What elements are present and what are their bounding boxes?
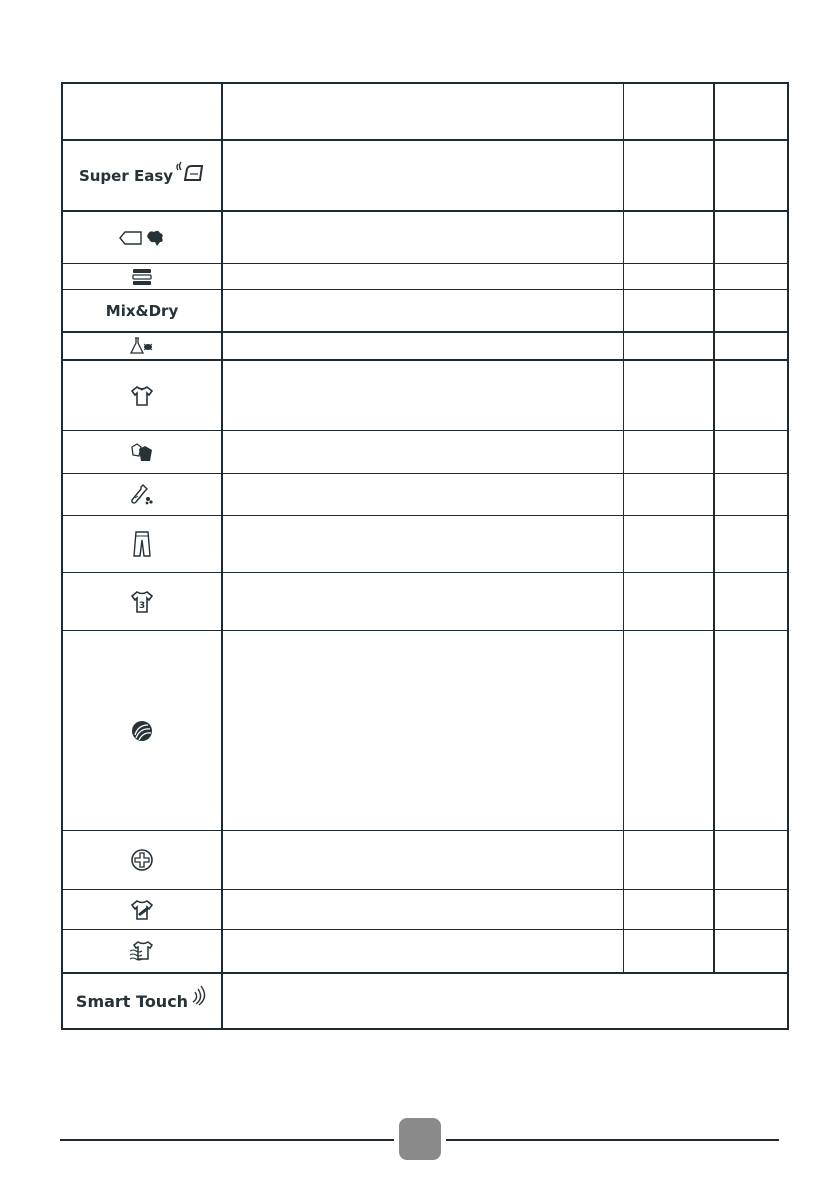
tag-cotton-icon	[119, 229, 165, 247]
dark-cell	[63, 431, 221, 473]
stacked-cell	[63, 264, 221, 289]
wool-cell	[63, 631, 221, 830]
ironing-cell	[63, 890, 221, 929]
super-easy-label: Super Easy	[78, 166, 174, 185]
baby-bottle-icon	[129, 482, 155, 508]
flask-bug-icon	[129, 337, 155, 355]
shirt-icon	[129, 383, 155, 409]
table-rule	[61, 1028, 789, 1030]
table-rule	[623, 82, 624, 973]
smart-touch-cell	[63, 974, 221, 1028]
shirts-cell	[63, 361, 221, 430]
jersey-3-icon	[129, 589, 155, 615]
jeans-icon	[132, 530, 152, 558]
page-number-badge	[399, 1118, 441, 1160]
cross-circle-icon	[129, 847, 155, 873]
shirt-steam-icon	[129, 938, 155, 964]
iron-icon	[175, 160, 205, 184]
quick-cell	[63, 831, 221, 889]
nfc-waves-icon	[190, 984, 208, 1006]
eco-cotton-cell	[63, 212, 221, 263]
table-rule	[61, 82, 789, 84]
wool-ball-icon	[129, 718, 155, 744]
mix-dry-cell	[63, 290, 221, 331]
table-rule	[713, 82, 715, 973]
table-rule	[221, 82, 223, 1030]
hygiene-cell	[63, 333, 221, 359]
footer-rule-left	[60, 1139, 394, 1141]
shirt-fold-icon	[129, 897, 155, 923]
jeans-cell	[63, 516, 221, 572]
sport-cell	[63, 573, 221, 630]
program-table	[61, 82, 789, 1030]
table-rule	[787, 82, 789, 1030]
super-easy-cell	[63, 141, 221, 210]
svg-text:3: 3	[138, 600, 146, 611]
stacked-clothes-icon	[131, 268, 153, 286]
footer-rule-right	[446, 1139, 779, 1141]
mix-dry-label: Mix&Dry	[105, 301, 179, 320]
dark-clothes-icon	[129, 439, 155, 465]
refresh-cell	[63, 930, 221, 972]
smart-touch-label: Smart Touch	[75, 991, 189, 1011]
baby-cell	[63, 474, 221, 515]
